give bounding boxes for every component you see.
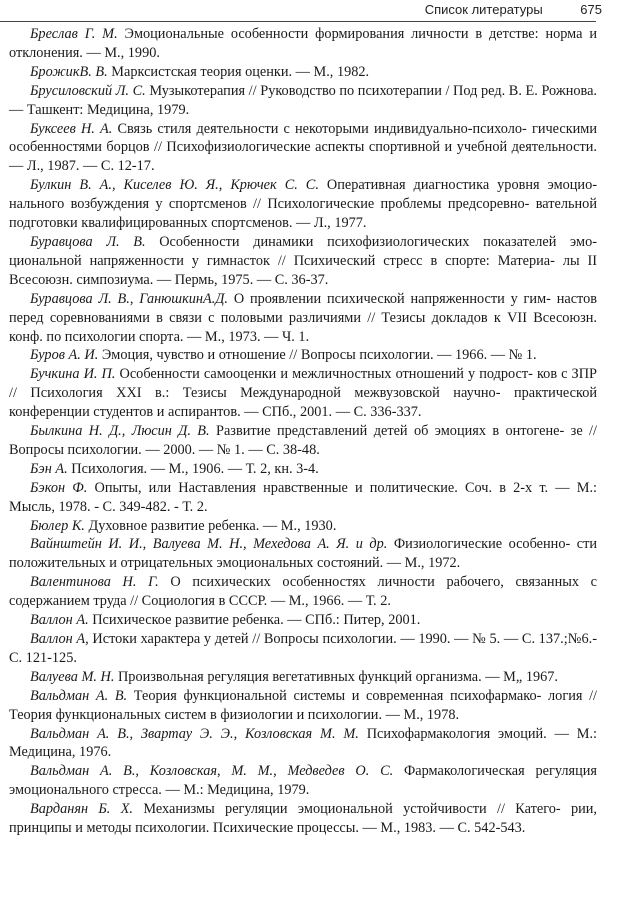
reference-entry: [9, 82, 597, 120]
reference-text: ков с ЗПР // Психология XXI в.: Тезисы Международной межвузовской научно-: [9, 366, 597, 402]
reference-entry: [9, 233, 597, 290]
reference-entry: [9, 535, 597, 573]
reference-text: Особенности динамики психофизиологических показателей эмо-: [145, 233, 597, 250]
reference-text: Психическое развитие ребенка. — СПб.: Питер, 2001.: [88, 612, 421, 629]
reference-author: Буравцова Л. В., ГанюшкинА.Д.: [30, 290, 229, 307]
reference-text: эмоционального стресса. — М.: Медицина, 1979.: [9, 782, 310, 799]
reference-author: Бэн А.: [30, 460, 68, 477]
reference-list: [9, 25, 597, 838]
reference-text: Эмоциональные особенности формирования личности в детстве:: [117, 26, 539, 42]
reference-text: Истоки характера у детей // Вопросы психологии. — 1990. — № 5. —: [88, 631, 519, 647]
reference-entry: [9, 346, 597, 365]
reference-author: Бучкина И. П.: [30, 366, 116, 383]
reference-entry: [9, 25, 597, 63]
reference-entry: [9, 687, 597, 725]
reference-text: практической конференции студентов и аспирантов. — СПб., 2001. — С. 336-337.: [9, 385, 597, 421]
reference-text: сти положительных и отрицательных эмоциональных состояний. — М., 1972.: [9, 536, 597, 572]
reference-text: норма и отклонения. — М., 1990.: [9, 26, 597, 61]
section-title: Список литературы: [424, 2, 543, 17]
reference-text: Опыты, или Наставления нравственные и политические. Соч. в 2-х т. —: [87, 479, 570, 496]
reference-author: Варданян Б. Х.: [30, 801, 134, 818]
reference-entry: [9, 176, 597, 233]
reference-text: 1967.: [525, 668, 558, 685]
reference-text: зе // Вопросы психологии. — 2000. — № 1. — С. 38-48.: [9, 423, 597, 458]
reference-entry: [9, 800, 597, 838]
reference-text: настов перед соревнованиями в связи с половыми различиями // Тезисы докладов: [9, 290, 598, 326]
reference-entry: [9, 668, 597, 687]
reference-entry: [9, 460, 597, 479]
reference-author: Вальдман А. В.: [30, 687, 128, 704]
reference-entry: [9, 611, 597, 630]
reference-entry: [9, 479, 597, 517]
reference-text: циональной напряженности у гимнасток // Психический стресс в спорте: Материа-: [9, 252, 555, 269]
reference-text: учебной деятельности. — Л., 1987. — С. 12-17.: [9, 139, 598, 175]
reference-text: Механизмы регуляции эмоциональной устойчивости // Катего-: [133, 801, 561, 818]
reference-author: Буксеев Н. А.: [30, 120, 113, 137]
reference-entry: [9, 365, 597, 422]
reference-text: Теория функциональной системы и современная психофармако-: [127, 687, 542, 704]
reference-author: Валуева М. Н.: [30, 668, 115, 685]
reference-entry: [9, 725, 597, 763]
reference-text: В. Е. Рожнова. — Ташкент: Медицина, 1979.: [9, 82, 597, 118]
page-number: 675: [580, 2, 602, 17]
reference-author: Буравцова Л. В.: [30, 233, 146, 250]
reference-text: Музыкотерапия // Руководство по психотерапии / Под ред.: [145, 82, 506, 99]
reference-text: Развитие представлений детей об эмоциях в онтогене-: [209, 423, 565, 440]
reference-entry: [9, 630, 597, 668]
reference-text: М.: Медицина, 1976.: [9, 725, 597, 761]
reference-author: Былкина Н. Д., Люсин Д. В.: [30, 423, 210, 440]
reference-author: Вайнштейн И. И., Валуева М. Н., Мехедова А. Я. и др.: [30, 536, 388, 553]
running-header: [425, 2, 602, 20]
reference-entry: [9, 762, 597, 800]
reference-entry: [9, 63, 597, 82]
reference-author: Валлон А,: [30, 631, 89, 647]
reference-text: рии, принципы и методы психологии. Психические процессы. — М., 1983. —: [9, 801, 597, 837]
reference-text: Особенности самооценки и межличностных отношений у подрост-: [115, 366, 533, 383]
reference-text: вательной подготовки квалифицированных спортсменов. — Л., 1977.: [9, 196, 597, 232]
reference-author: Бэкон Ф.: [30, 479, 88, 496]
reference-text: Духовное развитие ребенка. — М., 1930.: [84, 517, 337, 534]
reference-text: Произвольная регуляция вегетативных функций организма. — М„: [114, 668, 523, 685]
reference-text: О психических особенностях личности рабочего, связанных: [158, 574, 579, 591]
reference-text: Психология. — М., 1906. — Т. 2, кн. 3-4.: [67, 460, 319, 477]
reference-entry: [9, 573, 597, 611]
reference-author: Бюлер К.: [30, 517, 85, 534]
reference-text: Связь стиля деятельности с некоторыми индивидуально-психоло-: [112, 120, 527, 137]
reference-author: Валентинова Н. Г.: [30, 574, 159, 591]
reference-entry: [9, 517, 597, 536]
reference-entry: [9, 422, 597, 460]
reference-text: с содержанием труда // Социология в СССР. — М., 1966. — Т. 2.: [9, 574, 597, 610]
reference-text: нального возбуждения у спортсменов // Психологические проблемы предсоревно-: [9, 196, 530, 213]
reference-text: М.: Мысль, 1978. - С. 349-482. - Т. 2.: [9, 479, 597, 515]
reference-author: Буров А. И.: [30, 347, 99, 364]
reference-text: Марксистская теория оценки. — М., 1982.: [107, 63, 370, 80]
reference-author: Брусиловский Л. С.: [30, 82, 146, 99]
reference-text: Физиологические особенно-: [387, 536, 571, 553]
reference-author: Вальдман А. В., Козловская, М. М., Медведев О. С.: [30, 763, 394, 780]
reference-text: О проявлении психической напряженности у гим-: [228, 290, 551, 307]
reference-entry: [9, 290, 597, 347]
reference-text: к VII Всесоюзн. конф. по психологии спорта. — М., 1973. — Ч. 1.: [9, 309, 598, 345]
reference-text: лы II Всесоюзн. симпозиума. — Пермь, 1975. — С. 36-37.: [9, 252, 597, 288]
reference-text: С. 137.;№6.-С. 121-125.: [9, 631, 597, 666]
reference-text: Эмоция, чувство и отношение // Вопросы психологии. — 1966. — № 1.: [98, 347, 537, 364]
reference-author: Булкин В. А., Киселев Ю. Я., Крючек С. С.: [30, 177, 319, 194]
reference-text: Психофармакология эмоций. —: [358, 725, 569, 742]
reference-author: Бреслав Г. М.: [30, 26, 118, 42]
reference-entry: [9, 120, 597, 177]
reference-text: гическими особенностями борцов // Психофизиологические аспекты спортивной и: [9, 120, 598, 156]
header-rule: [0, 21, 596, 22]
reference-author: Вальдман А. В., Звартау Э. Э., Козловская М. М.: [30, 725, 359, 742]
reference-text: Оперативная диагностика уровня эмоцио-: [318, 177, 597, 194]
reference-text: Фармакологическая регуляция: [393, 763, 597, 780]
reference-author: БрожикВ. В.: [30, 63, 108, 80]
reference-text: С. 542-543.: [457, 820, 526, 837]
reference-author: Валлон А.: [30, 612, 89, 629]
reference-text: логия // Теория функциональных систем в физиологии и психологии. — М., 1978.: [9, 687, 598, 723]
